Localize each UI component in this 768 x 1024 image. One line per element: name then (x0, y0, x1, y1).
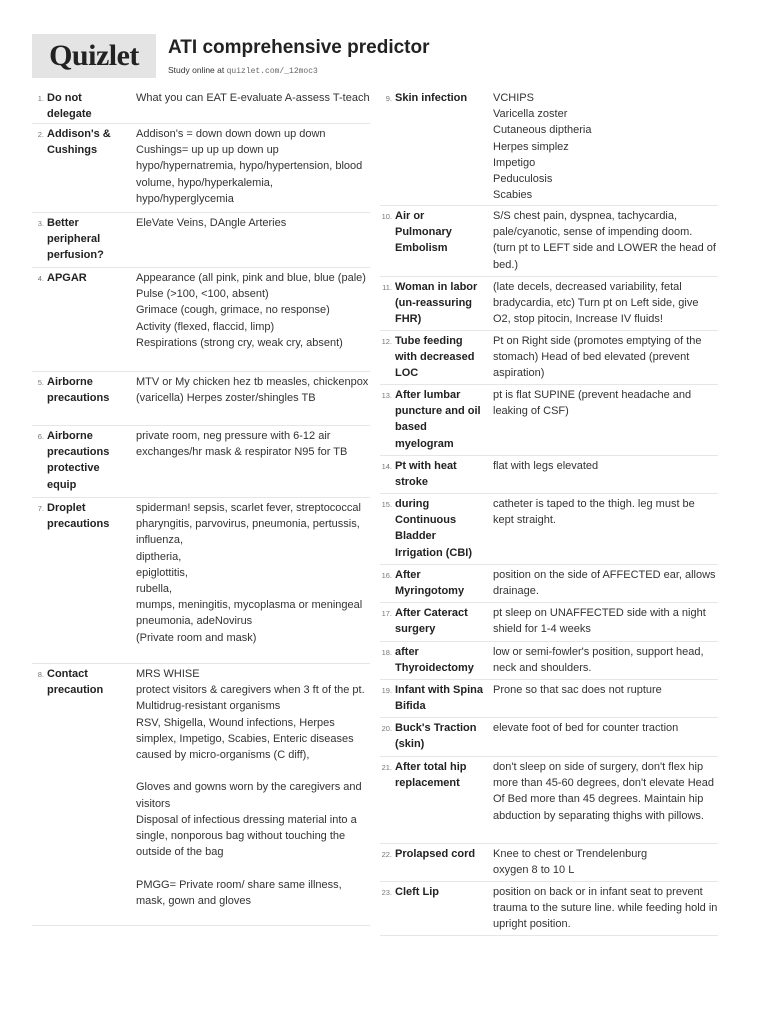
item-number: 15. (381, 500, 392, 509)
definition-text: low or semi-fowler's position, support head, neck and shoulders. (493, 646, 704, 675)
definition-text: Addison's = down down down up down Cushings= up up up down up hypo/hypernatremia, hypo/hypertension, blood volume, hypo/hyperkalemia, hypo/hyperglycemia (136, 128, 363, 205)
term-text: Better peripheral perfusion? (47, 217, 104, 262)
flashcard-row (380, 844, 718, 882)
flashcard-row (380, 757, 718, 844)
quizlet-logo[interactable] (32, 34, 156, 78)
definition-text: S/S chest pain, dyspnea, tachycardia, pale/cyanotic, sense of impending doom. (turn pt to LEFT side and LOWER the head of bed.) (493, 210, 716, 271)
item-number: 18. (381, 648, 392, 657)
term-text: Tube feeding with decreased LOC (395, 335, 475, 380)
definition-text: pt is flat SUPINE (prevent headache and leaking of CSF) (493, 389, 692, 418)
item-number: 14. (381, 462, 392, 471)
study-url-link[interactable]: quizlet.com/_12moc3 (226, 67, 318, 76)
term-text: Buck's Traction (skin) (395, 722, 477, 751)
flashcard-row (32, 664, 370, 926)
item-number: 5. (37, 378, 44, 387)
term-text: Prolapsed cord (395, 848, 476, 860)
item-number: 1. (37, 94, 44, 103)
definition-text: Pt on Right side (promotes emptying of the stomach) Head of bed elevated (prevent aspiration) (493, 335, 702, 380)
flashcard-row (32, 426, 370, 498)
flashcard-row (380, 206, 718, 277)
item-number: 21. (381, 763, 392, 772)
flashcard-row (380, 603, 718, 642)
flashcard-row (380, 385, 718, 456)
definition-text: MTV or My chicken hez tb measles, chickenpox (varicella) Herpes zoster/shingles TB (136, 376, 369, 405)
item-number: 13. (381, 391, 392, 400)
definition-text: VCHIPS Varicella zoster Cutaneous diptheria Herpes simplez Impetigo Peduculosis Scabies (493, 92, 592, 202)
page-title: ATI comprehensive predictor (168, 37, 430, 58)
item-number: 12. (381, 337, 392, 346)
term-text: Skin infection (395, 92, 468, 104)
item-number: 19. (381, 686, 392, 695)
definition-text: position on the side of AFFECTED ear, allows drainage. (493, 569, 716, 598)
definition-text: flat with legs elevated (493, 460, 599, 472)
definition-text: position on back or in infant seat to prevent trauma to the suture line. while feeding hold in upright position. (493, 886, 718, 931)
definition-text: pt sleep on UNAFFECTED side with a night shield for 1-4 weeks (493, 607, 706, 636)
term-text: After Cateract surgery (395, 607, 468, 636)
term-text: Woman in labor (un-reassuring FHR) (395, 281, 478, 326)
term-text: after Thyroidectomy (395, 646, 474, 675)
flashcard-row (380, 494, 718, 565)
left-column (32, 88, 370, 926)
study-online-line (168, 64, 430, 78)
item-number: 6. (37, 432, 44, 441)
item-number: 11. (382, 283, 392, 292)
term-text: Airborne precautions (47, 376, 110, 405)
flashcard-row (32, 124, 370, 213)
flashcard-row (32, 88, 370, 124)
term-text: Airborne precautions protective equip (47, 430, 110, 491)
flashcard-row (380, 331, 718, 385)
term-text: Contact precaution (47, 668, 104, 697)
definition-text: private room, neg pressure with 6-12 air exchanges/hr mask & respirator N95 for TB (136, 430, 348, 459)
page-header (32, 34, 430, 78)
definition-text: MRS WHISE protect visitors & caregivers when 3 ft of the pt. Multidrug-resistant organisms RSV, Shigella, Wound infections, Herpes simplex, Impetigo, Scabies, Enteric diseases caused by micro-organisms (C diff), Gloves and gowns worn by the caregivers and visitors Disposal of infectious dressing material into a single, nonporous bag without touching the outside of the bag PMGG= Private room/ share same illness, mask, gown and gloves (136, 668, 365, 907)
flashcard-row (380, 642, 718, 680)
definition-text: elevate foot of bed for counter traction (493, 722, 679, 734)
term-text: Pt with heat stroke (395, 460, 457, 489)
definition-text: Prone so that sac does not rupture (493, 684, 662, 696)
term-text: APGAR (47, 272, 87, 284)
term-text: during Continuous Bladder Irrigation (CBI) (395, 498, 472, 559)
flashcard-row (380, 718, 718, 757)
term-text: Air or Pulmonary Embolism (395, 210, 452, 255)
definition-text: (late decels, decreased variability, fetal bradycardia, etc) Turn pt on Left side, give O2, stop pitocin, Increase IV fluids! (493, 281, 699, 326)
definition-text: spiderman! sepsis, scarlet fever, streptococcal pharyngitis, parvovirus, pneumonia, pertussis, influenza, diptheria, epiglottitis, rubella, mumps, meningitis, mycoplasma or meningeal pneumonia, adeNovirus (Private room and mask) (136, 502, 363, 644)
flashcard-row (380, 565, 718, 603)
right-column (380, 88, 718, 936)
item-number: 8. (37, 670, 44, 679)
definition-text: Appearance (all pink, pink and blue, blue (pale) Pulse (>100, <100, absent) Grimace (cough, grimace, no response) Activity (flexed, flaccid, limp) Respirations (strong cry, weak cry, absent) (136, 272, 366, 349)
item-number: 4. (37, 274, 44, 283)
item-number: 20. (381, 724, 392, 733)
item-number: 16. (381, 571, 392, 580)
term-text: Do not delegate (47, 92, 92, 121)
flashcard-row (380, 882, 718, 936)
term-text: After total hip replacement (395, 761, 467, 790)
term-text: After Myringotomy (395, 569, 465, 598)
flashcard-row (380, 680, 718, 718)
flashcard-row (380, 277, 718, 331)
flashcard-row (32, 268, 370, 372)
term-text: Infant with Spina Bifida (395, 684, 483, 713)
item-number: 23. (381, 888, 392, 897)
item-number: 2. (37, 130, 44, 139)
logo-text: Quizlet (49, 39, 139, 72)
definition-text: What you can EAT E-evaluate A-assess T-teach (136, 92, 370, 104)
item-number: 9. (385, 94, 392, 103)
flashcard-row (32, 213, 370, 268)
definition-text: EleVate Veins, DAngle Arteries (136, 217, 287, 229)
flashcard-row (32, 372, 370, 426)
flashcard-row (32, 498, 370, 664)
definition-text: Knee to chest or Trendelenburg oxygen 8 to 10 L (493, 848, 648, 877)
term-text: Droplet precautions (47, 502, 110, 531)
title-block (168, 34, 430, 78)
item-number: 10. (381, 212, 392, 221)
item-number: 7. (37, 504, 44, 513)
term-text: After lumbar puncture and oil based myelogram (395, 389, 481, 450)
item-number: 3. (37, 219, 44, 228)
definition-text: catheter is taped to the thigh. leg must be kept straight. (493, 498, 695, 527)
definition-text: don't sleep on side of surgery, don't flex hip more than 45-60 degrees, don't elevate Head Of Bed more than 45 degrees. Maintain hip abduction by separating thighs with pillows. (493, 761, 715, 822)
term-text: Addison's & Cushings (47, 128, 111, 157)
study-online-label: Study online at (168, 65, 225, 75)
item-number: 22. (381, 850, 392, 859)
flashcard-row (380, 88, 718, 206)
term-text: Cleft Lip (395, 886, 439, 898)
item-number: 17. (381, 609, 392, 618)
flashcard-row (380, 456, 718, 494)
